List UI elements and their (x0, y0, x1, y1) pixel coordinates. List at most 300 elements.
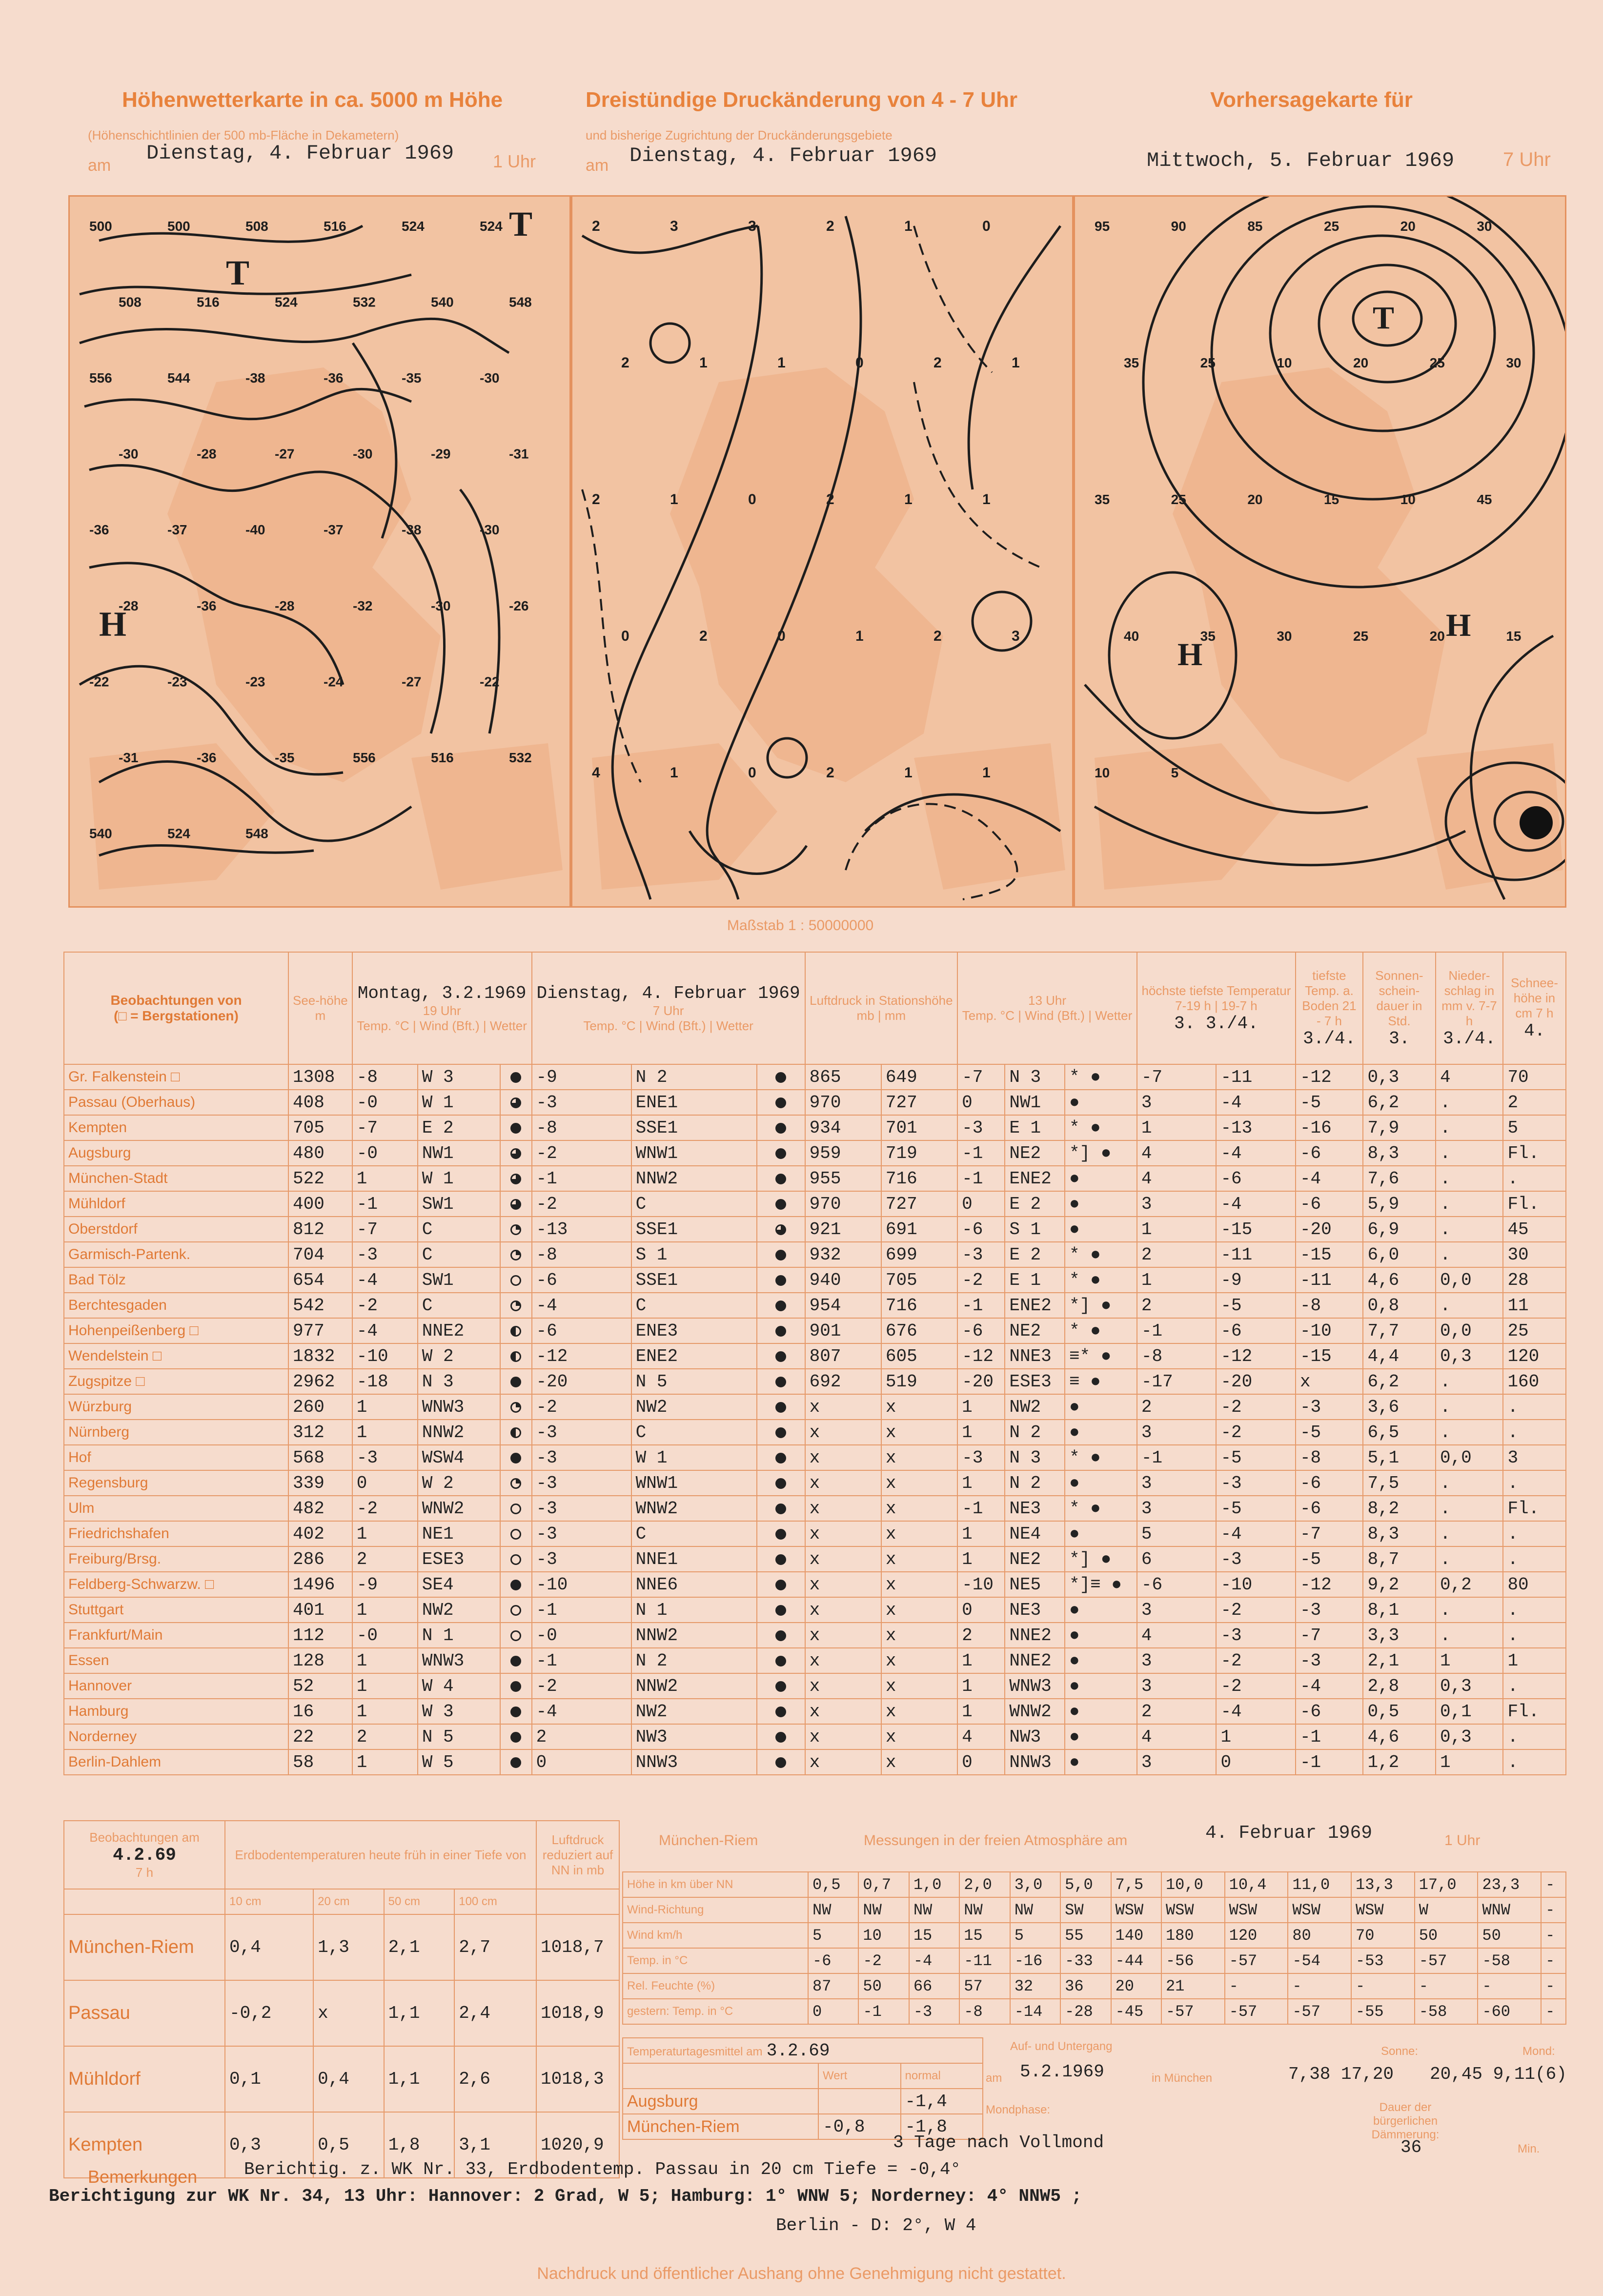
elevation: 542 (288, 1293, 352, 1318)
precipitation: . (1436, 1546, 1503, 1572)
station-name: Garmisch-Partenk. (64, 1242, 288, 1267)
min-temp: -4 (1216, 1090, 1296, 1115)
cloud-cover-icon (510, 1529, 521, 1540)
elevation: 654 (288, 1267, 352, 1293)
upper-value: 66 (909, 1973, 959, 1999)
weather-19h (500, 1166, 532, 1191)
map-label: 540 (89, 826, 112, 841)
dusk-value: 36 (1400, 2137, 1422, 2157)
cloud-cover-icon (775, 1326, 786, 1337)
pressure-mb: 970 (805, 1191, 881, 1217)
upper-value: 13,3 (1351, 1872, 1415, 1897)
cloud-cover-icon (510, 1504, 521, 1514)
table-row (64, 1546, 1566, 1572)
map-label: 1 (904, 491, 913, 508)
snow-depth: 70 (1503, 1064, 1566, 1090)
pressure-mm: 605 (881, 1343, 957, 1369)
map1-date: Dienstag, 4. Februar 1969 (146, 142, 454, 165)
upper-value: -28 (1060, 1999, 1111, 2024)
min-temp: -15 (1216, 1217, 1296, 1242)
pressure-mm: x (881, 1749, 957, 1775)
soil-pressure: 1020,9 (536, 2112, 619, 2178)
soil-station: Mühldorf (64, 2046, 225, 2112)
snow-depth: Fl. (1503, 1191, 1566, 1217)
elevation: 401 (288, 1597, 352, 1623)
station-name: Wendelstein □ (64, 1343, 288, 1369)
min-temp: 0 (1216, 1749, 1296, 1775)
upper-value: 5,0 (1060, 1872, 1111, 1897)
upper-value: 3,0 (1010, 1872, 1060, 1897)
high-pressure-symbol: H (99, 605, 127, 644)
soil-value: -0,2 (225, 1980, 313, 2046)
temp-13h: 1 (957, 1546, 1005, 1572)
ground-temp: -12 (1296, 1572, 1363, 1597)
col-elevation: See-höhe m (288, 952, 352, 1064)
snow-depth: Fl. (1503, 1140, 1566, 1166)
soil-value: 1,1 (384, 2046, 455, 2112)
station-name: Passau (Oberhaus) (64, 1090, 288, 1115)
min-temp: -2 (1216, 1420, 1296, 1445)
station-name: Augsburg (64, 1140, 288, 1166)
cloud-cover-icon (775, 1453, 786, 1463)
sunshine: 2,1 (1363, 1648, 1436, 1673)
wind-19h: SW1 (418, 1267, 500, 1293)
weather-13h: * ● (1065, 1318, 1137, 1343)
wind-19h: ESE3 (418, 1546, 500, 1572)
wind-13h: N 3 (1005, 1064, 1065, 1090)
wind-7h: SSE1 (631, 1115, 757, 1140)
wind-13h: NE3 (1005, 1496, 1065, 1521)
cloud-cover-icon (775, 1199, 786, 1210)
snow-depth: . (1503, 1521, 1566, 1546)
high-pressure-symbol: H (1446, 608, 1471, 643)
wind-7h: N 5 (631, 1369, 757, 1394)
cloud-cover-icon (775, 1427, 786, 1438)
max-temp: 3 (1137, 1470, 1217, 1496)
upper-value: -57 (1225, 1948, 1288, 1973)
elevation: 977 (288, 1318, 352, 1343)
pressure-mm: 719 (881, 1140, 957, 1166)
min-temp: -12 (1216, 1343, 1296, 1369)
elevation: 408 (288, 1090, 352, 1115)
precipitation: 0,1 (1436, 1699, 1503, 1724)
max-temp: 5 (1137, 1521, 1217, 1546)
wind-19h: C (418, 1293, 500, 1318)
wind-13h: E 1 (1005, 1267, 1065, 1293)
map-label: 40 (1124, 629, 1139, 644)
precipitation: . (1436, 1369, 1503, 1394)
upper-value: 21 (1161, 1973, 1225, 1999)
map3-date: Mittwoch, 5. Februar 1969 (1147, 149, 1455, 172)
map-label: 508 (245, 219, 268, 234)
soil-depth-header: 100 cm (454, 1889, 536, 1914)
map-label: 2 (826, 765, 834, 781)
map-label: -28 (119, 598, 139, 613)
map-label: 500 (167, 219, 190, 234)
map-label: 1 (699, 355, 708, 371)
upper-row-label: gestern: Temp. in °C (623, 1999, 808, 2024)
col-station: Beobachtungen von (□ = Bergstationen) (64, 952, 288, 1064)
map-label: 1 (777, 355, 786, 371)
map-label: 524 (480, 219, 503, 234)
map-label: 10 (1277, 355, 1292, 370)
precipitation: 4 (1436, 1064, 1503, 1090)
snow-depth: . (1503, 1673, 1566, 1699)
upper-value: - (1541, 1923, 1566, 1948)
weather-13h: * ● (1065, 1242, 1137, 1267)
soil-pressure: 1018,7 (536, 1914, 619, 1980)
low-pressure-symbol: T (1373, 300, 1395, 336)
weather-19h (500, 1724, 532, 1749)
upper-value: NW (959, 1897, 1010, 1923)
upper-value: 50 (1415, 1923, 1478, 1948)
precipitation: . (1436, 1115, 1503, 1140)
elevation: 522 (288, 1166, 352, 1191)
map2-title: Dreistündige Druckänderung von 4 - 7 Uhr (586, 88, 1018, 112)
upper-row-label: Temp. in °C (623, 1948, 808, 1973)
map-label: 4 (592, 765, 600, 781)
upper-value: 11,0 (1288, 1872, 1351, 1897)
forecast-map (1074, 195, 1566, 908)
mean-st1: Augsburg (623, 2089, 818, 2114)
temp-7h: 0 (532, 1749, 631, 1775)
upper-value: NW (858, 1897, 909, 1923)
table-row (623, 1999, 1566, 2024)
station-name: Essen (64, 1648, 288, 1673)
pressure-mm: x (881, 1445, 957, 1470)
map-label: 20 (1353, 355, 1369, 370)
map2-date: Dienstag, 4. Februar 1969 (629, 144, 937, 167)
wind-13h: NNE2 (1005, 1623, 1065, 1648)
upper-date: 4. Februar 1969 (1205, 1823, 1373, 1844)
wind-7h: NNE6 (631, 1572, 757, 1597)
soil-value: 1,3 (313, 1914, 384, 1980)
map-label: -27 (402, 674, 422, 690)
upper-value: 120 (1225, 1923, 1288, 1948)
soil-value: 0,4 (313, 2046, 384, 2112)
cloud-cover-icon (775, 1250, 786, 1260)
elevation: 812 (288, 1217, 352, 1242)
high-pressure-symbol: H (1177, 637, 1203, 672)
wind-7h: W 1 (631, 1445, 757, 1470)
table-row (64, 1673, 1566, 1699)
temp-13h: 1 (957, 1394, 1005, 1420)
dusk-unit: Min. (1518, 2142, 1540, 2155)
weather-19h (500, 1546, 532, 1572)
table-row (623, 1948, 1566, 1973)
map-label: 548 (509, 294, 532, 310)
upper-value: W (1415, 1897, 1478, 1923)
table-row (64, 1914, 619, 1980)
upper-value: WNW (1478, 1897, 1541, 1923)
wind-13h: WNW3 (1005, 1673, 1065, 1699)
snow-depth: . (1503, 1546, 1566, 1572)
sunshine: 7,5 (1363, 1470, 1436, 1496)
sunshine: 2,8 (1363, 1673, 1436, 1699)
station-name: Würzburg (64, 1394, 288, 1420)
map-label: 556 (89, 370, 112, 386)
temp-19h: 1 (352, 1648, 418, 1673)
pressure-mb: x (805, 1597, 881, 1623)
cloud-cover-icon (775, 1148, 786, 1159)
max-temp: 1 (1137, 1267, 1217, 1293)
wind-13h: NE3 (1005, 1597, 1065, 1623)
map1-subtitle: (Höhenschichtlinien der 500 mb-Fläche in Dekametern) (88, 128, 399, 142)
weather-7h (757, 1318, 805, 1343)
map-label: 25 (1324, 219, 1339, 234)
map-label: -30 (480, 522, 500, 538)
pressure-mb: x (805, 1394, 881, 1420)
soil-header-pressure: Luftdruck reduziert auf NN in mb (536, 1821, 619, 1889)
map-label: 0 (855, 355, 864, 371)
temp-19h: 1 (352, 1394, 418, 1420)
station-name: Bad Tölz (64, 1267, 288, 1293)
min-temp: -3 (1216, 1470, 1296, 1496)
soil-header-depths: Erdbodentemperaturen heute früh in einer Tiefe von (225, 1821, 536, 1889)
temp-19h: -2 (352, 1496, 418, 1521)
weather-13h: *] ● (1065, 1546, 1137, 1572)
weather-13h: *] ● (1065, 1140, 1137, 1166)
snow-depth: . (1503, 1166, 1566, 1191)
station-name: Nürnberg (64, 1420, 288, 1445)
temp-13h: 1 (957, 1420, 1005, 1445)
weather-13h: *] ● (1065, 1293, 1137, 1318)
pressure-mm: 699 (881, 1242, 957, 1267)
soil-station: Passau (64, 1980, 225, 2046)
snow-depth: . (1503, 1470, 1566, 1496)
cloud-cover-icon (775, 1351, 786, 1362)
cloud-cover-icon (775, 1529, 786, 1540)
pressure-mm: x (881, 1521, 957, 1546)
weather-19h (500, 1699, 532, 1724)
table-row (64, 1267, 1566, 1293)
cloud-cover-icon (510, 1478, 521, 1489)
ground-temp: -6 (1296, 1140, 1363, 1166)
map-label: 10 (1095, 765, 1110, 780)
temp-19h: 1 (352, 1521, 418, 1546)
map-label: 25 (1200, 355, 1216, 370)
upper-value: 140 (1111, 1923, 1161, 1948)
map-label: 1 (982, 491, 991, 508)
wind-7h: NNW2 (631, 1623, 757, 1648)
col-ground: tiefste Temp. a. Boden 21 - 7 h 3./4. (1296, 952, 1363, 1064)
observations-table (63, 952, 1566, 1775)
temp-7h: -6 (532, 1267, 631, 1293)
map-label: 35 (1095, 492, 1110, 507)
pressure-mm: 691 (881, 1217, 957, 1242)
upper-row-label: Wind km/h (623, 1923, 808, 1948)
cloud-cover-icon (510, 1554, 521, 1565)
weather-7h (757, 1090, 805, 1115)
snow-depth: 11 (1503, 1293, 1566, 1318)
ground-temp: -5 (1296, 1546, 1363, 1572)
precipitation: . (1436, 1293, 1503, 1318)
map-label: -35 (275, 750, 295, 765)
pressure-mm: 705 (881, 1267, 957, 1293)
elevation: 1496 (288, 1572, 352, 1597)
upper-time: 1 Uhr (1444, 1832, 1481, 1849)
soil-temperature-table (63, 1820, 620, 2178)
wind-13h: ESE3 (1005, 1369, 1065, 1394)
col-pressure: Luftdruck in Stationshöhe mb | mm (805, 952, 958, 1064)
mean-normal-header: normal (901, 2063, 983, 2089)
upper-value: 0,5 (808, 1872, 858, 1897)
elevation: 312 (288, 1420, 352, 1445)
cloud-cover-icon (510, 1453, 521, 1463)
wind-19h: W 5 (418, 1749, 500, 1775)
pressure-mm: x (881, 1597, 957, 1623)
pressure-mm: 727 (881, 1191, 957, 1217)
pressure-mb: 692 (805, 1369, 881, 1394)
weather-13h: ● (1065, 1521, 1137, 1546)
map-label: -28 (197, 446, 217, 462)
ground-temp: -5 (1296, 1090, 1363, 1115)
map-label: 0 (982, 218, 991, 234)
min-temp: -3 (1216, 1546, 1296, 1572)
upper-value: - (1541, 1973, 1566, 1999)
temp-19h: 0 (352, 1470, 418, 1496)
min-temp: -6 (1216, 1318, 1296, 1343)
soil-value: 2,6 (454, 2046, 536, 2112)
weather-13h: ● (1065, 1191, 1137, 1217)
station-name: Ulm (64, 1496, 288, 1521)
weather-19h (500, 1749, 532, 1775)
upper-value: 1,0 (909, 1872, 959, 1897)
temp-7h: -0 (532, 1623, 631, 1648)
upper-air-table (622, 1871, 1566, 2025)
upper-value: 180 (1161, 1923, 1225, 1948)
weather-13h: ● (1065, 1166, 1137, 1191)
elevation: 16 (288, 1699, 352, 1724)
weather-7h (757, 1293, 805, 1318)
map-label: 1 (670, 765, 678, 781)
upper-value: 23,3 (1478, 1872, 1541, 1897)
pressure-mb: 934 (805, 1115, 881, 1140)
min-temp: -3 (1216, 1623, 1296, 1648)
ground-temp: -8 (1296, 1293, 1363, 1318)
upper-value: -45 (1111, 1999, 1161, 2024)
min-temp: -4 (1216, 1699, 1296, 1724)
wind-7h: N 2 (631, 1064, 757, 1090)
snow-depth: 45 (1503, 1217, 1566, 1242)
temp-7h: -6 (532, 1318, 631, 1343)
upper-value: -53 (1351, 1948, 1415, 1973)
weather-7h (757, 1140, 805, 1166)
map1-time: 1 Uhr (493, 151, 536, 171)
temp-7h: -20 (532, 1369, 631, 1394)
max-temp: 3 (1137, 1420, 1217, 1445)
precipitation: 0,2 (1436, 1572, 1503, 1597)
min-temp: -4 (1216, 1521, 1296, 1546)
table-row (64, 1217, 1566, 1242)
map-label: 516 (324, 219, 346, 234)
sunshine: 8,3 (1363, 1521, 1436, 1546)
weather-7h (757, 1546, 805, 1572)
elevation: 480 (288, 1140, 352, 1166)
elevation: 704 (288, 1242, 352, 1267)
map-label: 20 (1400, 219, 1416, 234)
soil-value: 1,8 (384, 2112, 455, 2178)
min-temp: -4 (1216, 1140, 1296, 1166)
upper-value: -3 (909, 1999, 959, 2024)
upper-value: - (1351, 1973, 1415, 1999)
ground-temp: -3 (1296, 1648, 1363, 1673)
elevation: 22 (288, 1724, 352, 1749)
temp-19h: -0 (352, 1090, 418, 1115)
map-label: 1 (855, 628, 864, 644)
pressure-mm: x (881, 1394, 957, 1420)
sun-date: 5.2.1969 (1020, 2062, 1104, 2082)
upper-value: 2,0 (959, 1872, 1010, 1897)
station-name: Hohenpeißenberg □ (64, 1318, 288, 1343)
pressure-mm: x (881, 1470, 957, 1496)
wind-7h: WNW2 (631, 1496, 757, 1521)
pressure-mm: x (881, 1623, 957, 1648)
cloud-cover-icon (775, 1630, 786, 1641)
station-name: Berlin-Dahlem (64, 1749, 288, 1775)
snow-depth: 28 (1503, 1267, 1566, 1293)
map-label: 2 (699, 628, 708, 644)
upper-value: -11 (959, 1948, 1010, 1973)
pressure-mb: 807 (805, 1343, 881, 1369)
precipitation: 0,0 (1436, 1445, 1503, 1470)
wind-13h: N 2 (1005, 1470, 1065, 1496)
ground-temp: -3 (1296, 1597, 1363, 1623)
precipitation: . (1436, 1217, 1503, 1242)
wind-7h: C (631, 1521, 757, 1546)
elevation: 1832 (288, 1343, 352, 1369)
upper-station: München-Riem (659, 1832, 758, 1849)
weather-13h: ● (1065, 1724, 1137, 1749)
table-row (64, 1572, 1566, 1597)
ground-temp: x (1296, 1369, 1363, 1394)
upper-value: 0,7 (858, 1872, 909, 1897)
table-row (64, 1699, 1566, 1724)
elevation: 260 (288, 1394, 352, 1420)
map-label: 20 (1247, 492, 1263, 507)
temp-13h: 1 (957, 1673, 1005, 1699)
upper-value: -60 (1478, 1999, 1541, 2024)
upper-value: 80 (1288, 1923, 1351, 1948)
station-name: München-Stadt (64, 1166, 288, 1191)
temp-13h: 1 (957, 1648, 1005, 1673)
cloud-cover-icon (775, 1402, 786, 1413)
table-row (623, 1923, 1566, 1948)
weather-19h (500, 1140, 532, 1166)
station-name: Norderney (64, 1724, 288, 1749)
cloud-cover-icon (775, 1377, 786, 1387)
map-label: 20 (1429, 629, 1445, 644)
weather-19h (500, 1090, 532, 1115)
col-sun: Sonnen-schein-dauer in Std. 3. (1363, 952, 1436, 1064)
temp-19h: -0 (352, 1623, 418, 1648)
weather-19h (500, 1496, 532, 1521)
soil-value: 0,1 (225, 2046, 313, 2112)
upper-value: 87 (808, 1973, 858, 1999)
upper-value: 10,0 (1161, 1872, 1225, 1897)
station-name: Hof (64, 1445, 288, 1470)
cloud-cover-icon (510, 1757, 521, 1768)
ground-temp: -6 (1296, 1191, 1363, 1217)
cloud-cover-icon (510, 1351, 521, 1362)
precipitation: . (1436, 1623, 1503, 1648)
temp-7h: -3 (532, 1445, 631, 1470)
temp-7h: -3 (532, 1546, 631, 1572)
weather-19h (500, 1369, 532, 1394)
weather-19h (500, 1115, 532, 1140)
cloud-cover-icon (775, 1224, 786, 1235)
cloud-cover-icon (510, 1681, 521, 1692)
